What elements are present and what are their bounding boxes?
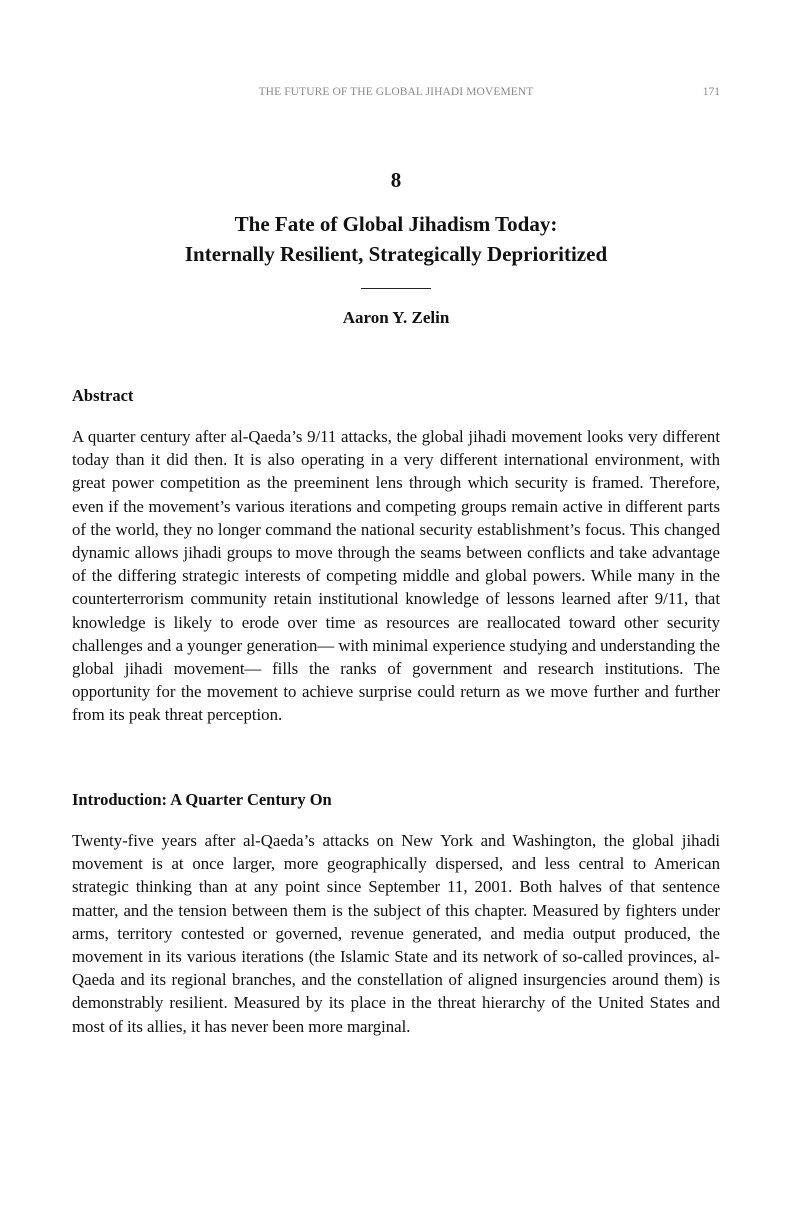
chapter-title-line-2: Internally Resilient, Strategically Deprioritized (184, 242, 608, 266)
chapter-number: 8 (390, 168, 402, 192)
running-head-title: THE FUTURE OF THE GLOBAL JIHADI MOVEMENT (258, 86, 534, 98)
page-number: 171 (702, 86, 720, 98)
abstract-heading: Abstract (72, 386, 134, 405)
title-divider (361, 288, 431, 289)
introduction-heading: Introduction: A Quarter Century On (72, 790, 332, 809)
running-head (72, 86, 720, 102)
chapter-title (72, 209, 720, 269)
introduction-paragraph: Twenty-five years after al-Qaeda’s attacks on New York and Washington, the global jihadi movement is at once larger, more geographically dispersed, and less central to American strategic thinking than at any point since September 11, 2001. Both halves of that sentence matter, and the tension between them is the subject of this chapter. Measured by fighters under arms, territory contested or governed, revenue generated, and media output produced, the movement in its various iterations (the Islamic State and its network of so-called provinces, al-Qaeda and its regional branches, and the constellation of aligned insurgencies around them) is demonstrably resilient. Measured by its place in the threat hierarchy of the United States and most of its allies, it has never been more marginal. (72, 831, 720, 1036)
chapter-author: Aaron Y. Zelin (342, 308, 450, 327)
abstract-paragraph: A quarter century after al-Qaeda’s 9/11 attacks, the global jihadi movement looks very different today than it did then. It is also operating in a very different international environment, with great power competition as the preeminent lens through which security is framed. Therefore, even if the movement’s various iterations and competing groups remain active in different parts of the world, they no longer command the national security establishment’s focus. This changed dynamic allows jihadi groups to move through the seams between conflicts and take advantage of the differing strategic interests of competing middle and global powers. While many in the counterterrorism community retain institutional knowledge of lessons learned after 9/11, that knowledge is likely to erode over time as resources are reallocated toward other security challenges and a younger generation— with minimal experience studying and understanding the global jihadi movement— fills the ranks of government and research institutions. The opportunity for the movement to achieve surprise could return as we move further and further from its peak threat perception. (72, 427, 720, 725)
chapter-title-line-1: The Fate of Global Jihadism Today: (234, 212, 558, 236)
